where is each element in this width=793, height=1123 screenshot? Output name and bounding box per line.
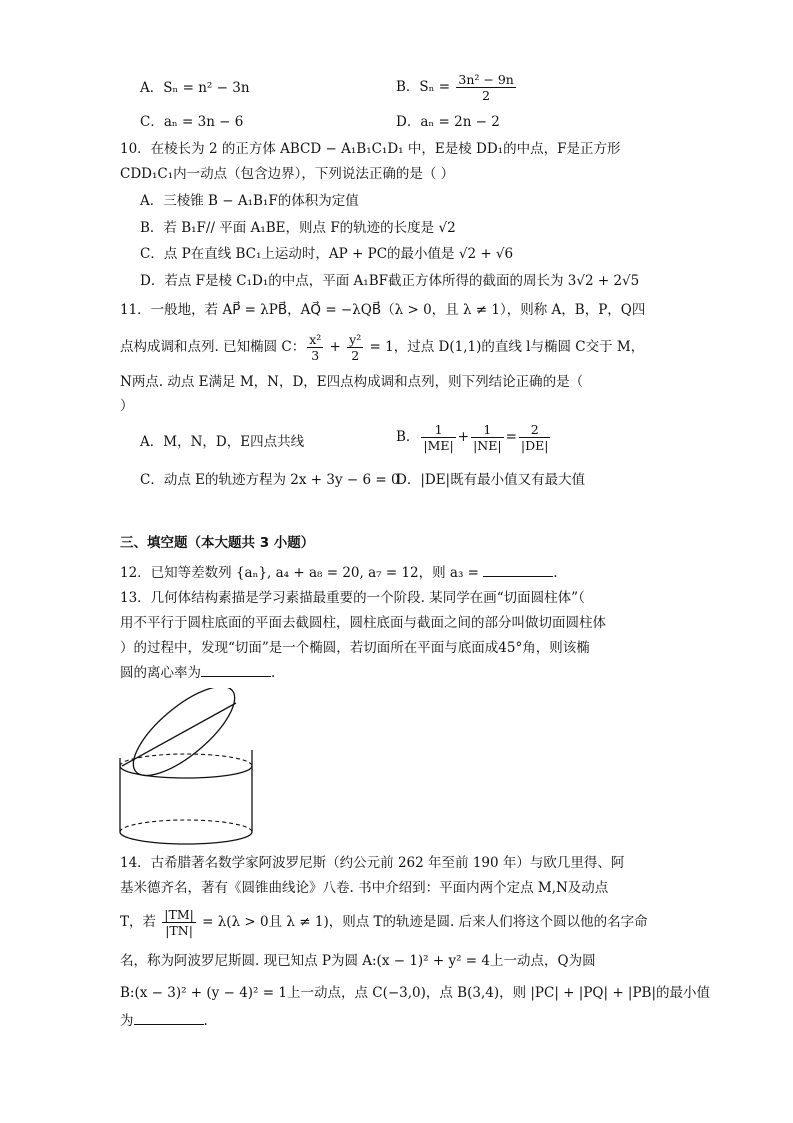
q13-answer-blank <box>201 664 271 677</box>
q10-option-d: D．若点 F是棱 C₁D₁的中点，平面 A₁BF截正方体所得的截面的周长为 3√2 + 2√5 <box>140 273 640 289</box>
q11-option-b-equals: = <box>505 429 517 445</box>
bottom-base-back <box>120 820 252 832</box>
q11-stem-line4: ） <box>120 398 134 414</box>
q11-option-a: A．M，N，D，E四点共线 <box>140 434 305 450</box>
q11-fraction-de <box>519 422 551 453</box>
top-base-front <box>120 766 252 778</box>
q14-line6-end: . <box>203 1013 208 1029</box>
q14-line3-end: = λ(λ > 0且 λ ≠ 1)，则点 T的轨迹是圆. 后来人们将这个圆以他的名字命 <box>197 914 648 930</box>
q12-text-end: . <box>553 565 558 581</box>
q11-option-c: C．动点 E的轨迹方程为 2x + 3y − 6 = 0 <box>140 472 400 488</box>
q9-option-a: A．Sₙ = n² − 3n <box>140 80 250 96</box>
q9-option-d: D．aₙ = 2n − 2 <box>396 114 500 130</box>
q9-option-b-label: B．Sₙ = <box>396 79 455 95</box>
cut-chord <box>122 703 236 766</box>
q11-fraction-de-num: 2 <box>519 422 551 438</box>
q12-text <box>120 563 558 583</box>
q11-stem-line2-start: 点构成调和点列. 已知椭圆 C： <box>120 339 306 355</box>
q10-stem-line2: CDD₁C₁内一动点（包含边界），下列说法正确的是（ ） <box>120 166 455 182</box>
q10-option-c: C．点 P在直线 BC₁上运动时，AP + PC的最小值是 √2 + √6 <box>140 246 514 262</box>
q10-stem-line1: 10．在棱长为 2 的正方体 ABCD − A₁B₁C₁D₁ 中，E是棱 DD₁的中点，F是正方形 <box>120 141 621 157</box>
q9-option-b-numerator: 3n² − 9n <box>458 72 514 87</box>
truncated-cylinder-figure <box>112 688 272 850</box>
q13-line4 <box>120 663 275 683</box>
q14-answer-blank <box>134 1012 204 1025</box>
q9-option-b-fraction <box>456 72 515 103</box>
q11-stem-line1: 11．一般地，若 AP⃗ = λPB⃗，AQ⃗ = −λQB⃗（λ > 0，且 λ ≠ 1），则称 A，B，P，Q四 <box>120 302 646 318</box>
section-3-heading: 三、填空题（本大题共 3 小题） <box>120 535 315 551</box>
q11-fraction-de-den: |DE| <box>520 438 549 453</box>
q11-option-b <box>396 422 552 453</box>
q14-line5: B:(x − 3)² + (y − 4)² = 1上一动点，点 C(−3,0)，点 B(3,4)，则 |PC| + |PQ| + |PB|的最小值 <box>120 985 711 1001</box>
q14-line3 <box>120 907 648 938</box>
q9-option-b-denominator: 2 <box>482 88 491 103</box>
q14-ratio-numerator: |TM| <box>164 907 194 922</box>
q11-option-b-plus: + <box>457 429 470 445</box>
q10-option-a: A．三棱锥 B − A₁B₁F的体积为定值 <box>140 193 359 209</box>
q11-fraction-me-den: |ME| <box>423 438 454 453</box>
q13-line2: 用不平行于圆柱底面的平面去截圆柱，圆柱底面与截面之间的部分叫做切面圆柱体 <box>120 615 606 631</box>
q11-stem-line2-end: = 1，过点 D(1,1)的直线 l与椭圆 C交于 M， <box>365 339 645 355</box>
q14-line3-start: T，若 <box>120 914 161 930</box>
q10-option-b: B．若 B₁F// 平面 A₁BE，则点 F的轨迹的长度是 √2 <box>140 220 456 236</box>
q11-fraction-ne-den: |NE| <box>473 438 502 453</box>
q11-fraction-ne-num: 1 <box>471 422 504 438</box>
bottom-base-front <box>120 832 252 844</box>
q11-fraction-ne <box>471 422 504 453</box>
q11-option-d: D．|DE|既有最小值又有最大值 <box>396 472 586 488</box>
q11-stem-line2 <box>120 332 644 363</box>
q11-stem-line3: N两点. 动点 E满足 M，N，D，E四点构成调和点列，则下列结论正确的是（ <box>120 374 584 390</box>
q9-option-b <box>396 72 518 103</box>
q11-x-numerator: x² <box>309 332 322 347</box>
q14-line1: 14．古希腊著名数学家阿波罗尼斯（约公元前 262 年至前 190 年）与欧几里得、阿 <box>120 855 625 871</box>
q13-line4-text: 圆的离心率为 <box>120 665 201 681</box>
q11-y-numerator: y² <box>349 332 362 347</box>
q11-y-denominator: 2 <box>351 348 360 363</box>
q12-answer-blank <box>483 564 553 577</box>
q14-line6 <box>120 1011 208 1031</box>
q14-line4: 名，称为阿波罗尼斯圆. 现已知点 P为圆 A:(x − 1)² + y² = 4上一动点，Q为圆 <box>120 953 596 969</box>
q9-option-c: C．aₙ = 3n − 6 <box>140 114 244 130</box>
q14-ratio-fraction <box>162 907 196 938</box>
q14-line2: 基米德齐名，著有《圆锥曲线论》八卷. 书中介绍到：平面内两个定点 M,N及动点 <box>120 880 609 896</box>
q11-fraction-me <box>421 422 455 453</box>
q11-x-fraction <box>307 332 323 363</box>
q14-line6-text: 为 <box>120 1013 134 1029</box>
q13-line1: 13．几何体结构素描是学习素描最重要的一个阶段. 某同学在画“切面圆柱体”（ <box>120 590 585 606</box>
q11-plus: + <box>325 339 346 355</box>
q11-option-b-label: B． <box>396 429 420 445</box>
q11-fraction-me-num: 1 <box>421 422 455 438</box>
q13-line3: ）的过程中，发现“切面”是一个椭圆，若切面所在平面与底面成45°角，则该椭 <box>120 640 590 656</box>
q11-x-denominator: 3 <box>311 348 320 363</box>
q13-line4-end: . <box>271 665 276 681</box>
q14-ratio-denominator: |TN| <box>165 923 193 938</box>
q12-text-main: 12．已知等差数列 {aₙ}, a₄ + a₈ = 20, a₇ = 12，则 a₃ = <box>120 565 484 581</box>
q11-y-fraction <box>347 332 363 363</box>
